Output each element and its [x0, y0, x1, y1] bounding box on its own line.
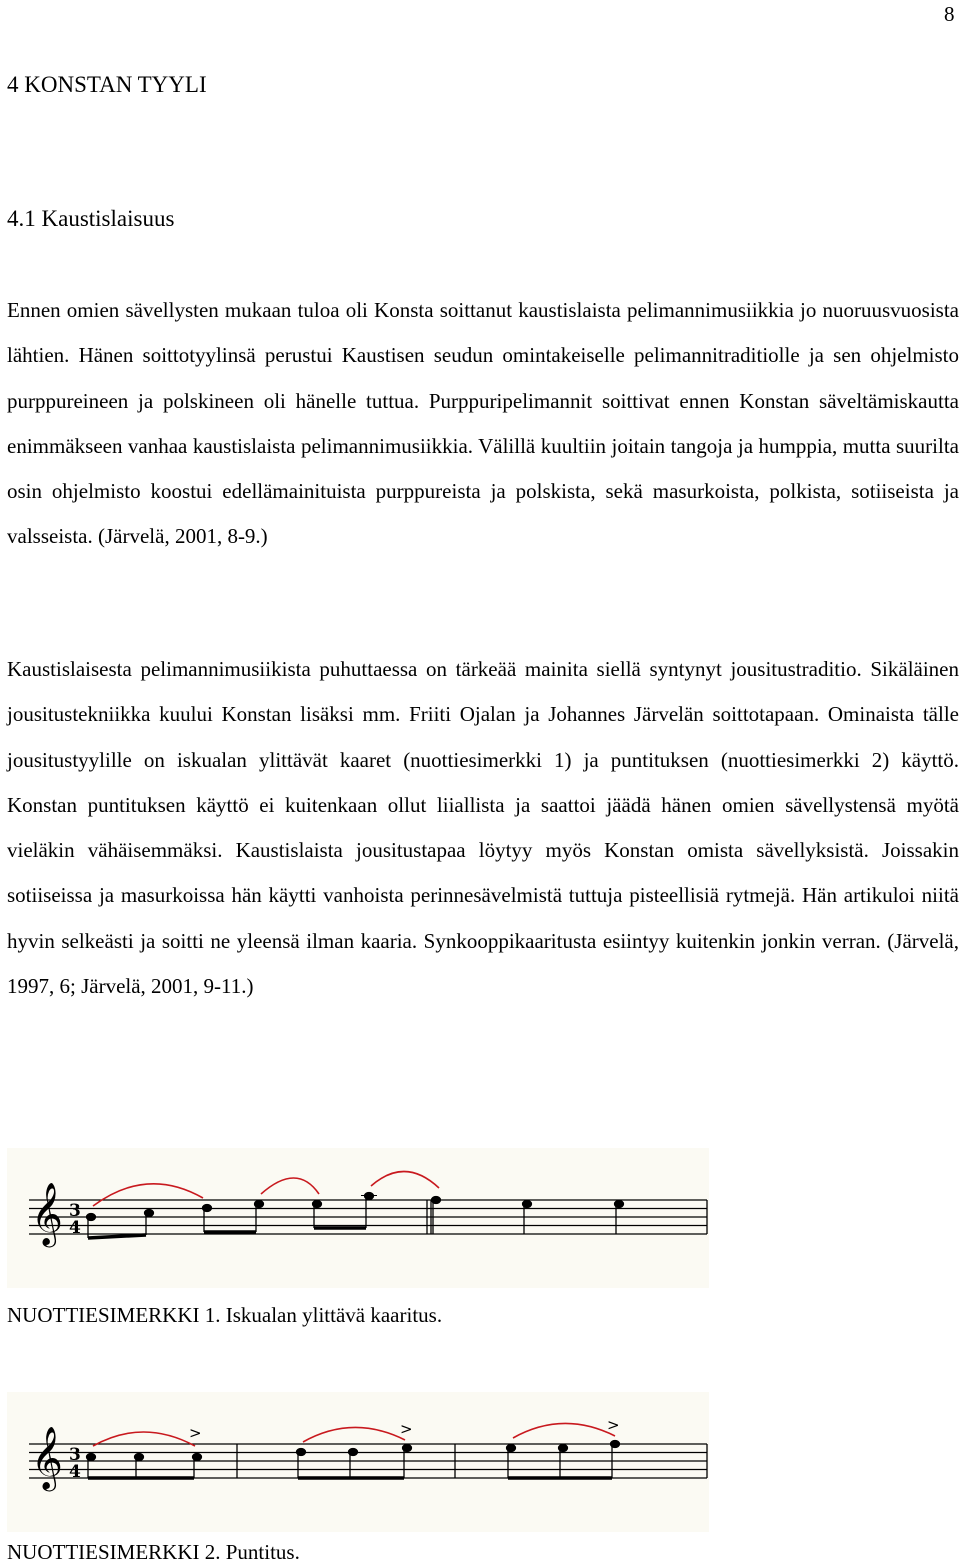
accent-mark: > — [400, 1420, 413, 1438]
chapter-title: 4 KONSTAN TYYLI — [7, 72, 207, 97]
music-example-1 — [7, 1148, 709, 1288]
accent-mark: > — [189, 1424, 202, 1442]
treble-clef-icon: 𝄞 — [31, 1182, 63, 1245]
accent-mark: > — [607, 1416, 620, 1434]
time-signature-top: 3 — [69, 1201, 81, 1221]
section-title: 4.1 Kaustislaisuus — [7, 206, 175, 231]
treble-clef-icon: 𝄞 — [31, 1426, 63, 1489]
staff-1 — [7, 1148, 709, 1288]
paragraph-1: Ennen omien sävellysten mukaan tuloa oli Konsta soittanut kaustislaista pelimannimusiikkia jo nuoruusvuosista lähtien. Hänen soittotyylinsä perustui Kaustisen seudun omintakeiselle pelimannitraditiolle ja sen ohjelmisto purppureineen ja polskineen oli hänelle tuttua. Purppuripelimannit soittivat ennen Konstan säveltämiskautta enimmäkseen vanhaa kaustislaista pelimannimusiikkia. Välillä kuultiin joitain tangoja ja humppia, mutta suurilta osin ohjelmisto koostui edellämainituista purppureista ja polskista, sekä masurkoista, polkista, sotiiseista ja valsseista. (Järvelä, 2001, 8-9.) — [7, 298, 959, 549]
time-signature-top: 3 — [69, 1445, 81, 1465]
caption-example-1: NUOTTIESIMERKKI 1. Iskualan ylittävä kaaritus. — [7, 1303, 443, 1327]
paragraph-2: Kaustislaisesta pelimannimusiikista puhuttaessa on tärkeää mainita siellä syntynyt jousitustraditio. Sikäläinen jousitustekniikka kuului Konstan lisäksi mm. Friiti Ojalan ja Johannes Järvelän soittotapaan. Ominaista tälle jousitustyylille on iskualan ylittävät kaaret (nuottiesimerkki 1) ja puntituksen (nuottiesimerkki 2) käyttö. Konstan puntituksen käyttö ei kuitenkaan ollut liiallista ja saattoi jäädä hänen omien sävellystensä myötä vieläkin vähäisemmäksi. Kaustislaista jousitustapaa löytyy myös Konstan omista sävellyksistä. Joissakin sotiiseissa ja masurkoissa hän käytti vanhoista perinnesävelmistä tuttuja pisteellisiä rytmejä. Hän artikuloi niitä hyvin selkeästi ja soitti ne yleensä ilman kaaria. Synkooppikaaritusta esiintyy kuitenkin jonkin verran. (Järvelä, 1997, 6; Järvelä, 2001, 9-11.) — [7, 657, 959, 999]
time-signature-bottom: 4 — [69, 1218, 81, 1238]
time-signature-bottom: 4 — [69, 1462, 81, 1482]
staff-2 — [7, 1392, 709, 1532]
music-example-2 — [7, 1392, 709, 1532]
page-number: 8 — [944, 2, 955, 26]
caption-example-2: NUOTTIESIMERKKI 2. Puntitus. — [7, 1540, 300, 1564]
